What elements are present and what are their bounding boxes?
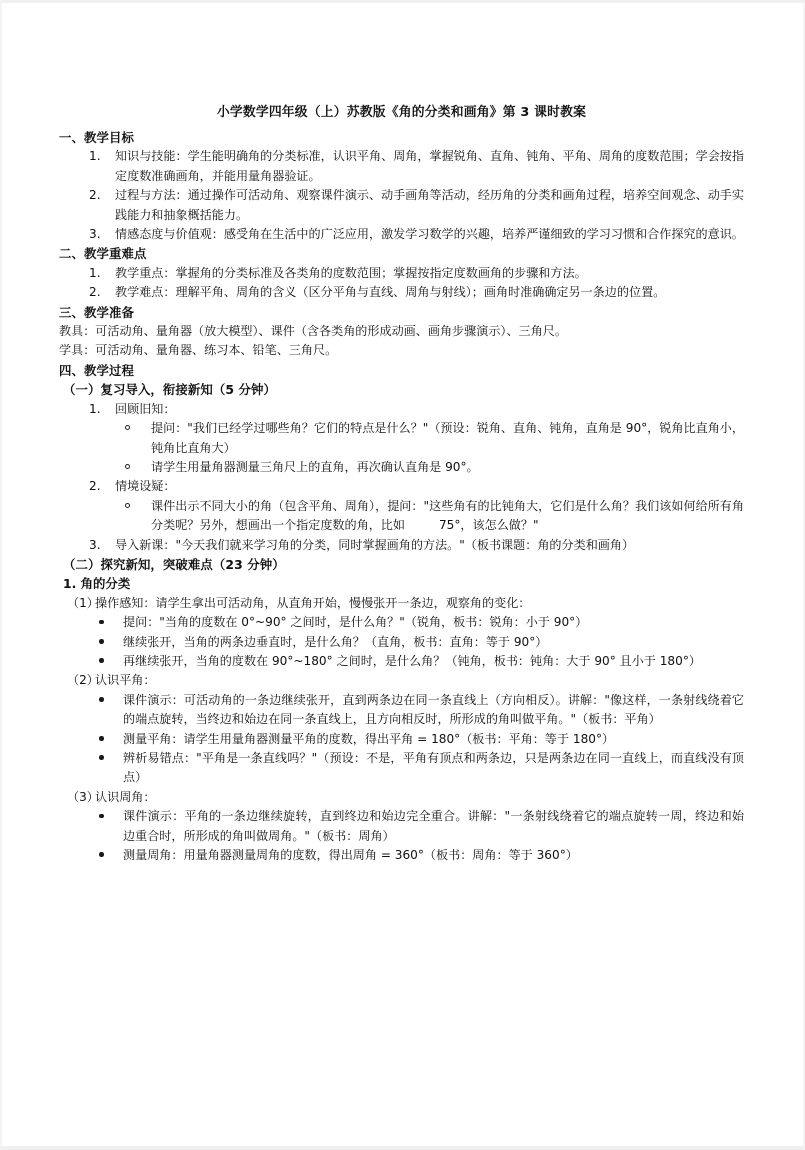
subsection-heading-review-intro: （一）复习导入，衔接新知（5 分钟） [63,382,276,398]
document-title: 小学数学四年级（上）苏教版《角的分类和画角》第 3 课时教案 [216,105,587,120]
list-item [59,283,744,302]
sub-list-item-text: 提问："我们已经学过哪些角？它们的特点是什么？"（预设：锐角、直角、钝角，直角是 90°，锐角比直角小，钝角比直角大） [151,421,744,455]
sub-list-item-text-part-a: 课件出示不同大小的角（包含平角、周角），提问："这些角有的比钝角大，它们是什么角？我们该如何给所有角分类呢？另外，想画出一个指定度数的角，比如 [151,498,744,533]
bullet-item [59,846,744,865]
group-item [59,671,744,690]
dot-bullet-icon [99,613,113,632]
list-item [59,400,744,419]
bullet-item [59,613,744,632]
list-item [59,147,744,186]
bullet-text: 提问："当角的度数在 0°~90° 之间时，是什么角？"（锐角，板书：锐角：小于 90°） [123,615,588,630]
section-heading-teaching-objectives: 一、教学目标 [59,130,134,145]
subsection-heading-explore-new: （二）探究新知，突破难点（23 分钟） [63,556,285,572]
group-title: 认识平角： [95,673,156,688]
dot-bullet-icon [99,691,113,710]
list-marker: 1. [89,401,101,416]
angle-degree-value: 75° [438,518,461,533]
topic-heading-angle-classification: 1. 角的分类 [63,576,131,592]
list-marker: 2. [89,285,101,300]
sub-list-item-text [151,497,744,536]
sub-list-item [59,419,744,458]
list-item-text: 过程与方法：通过操作可活动角、观察课件演示、动手画角等活动，经历角的分类和画角过程，培养空间观念、动手实践能力和抽象概括能力。 [115,188,744,222]
document-body [59,103,744,865]
list-marker: 1. [89,265,101,280]
list-item [59,264,744,283]
preparation-student-tools: 学具：可活动角、量角器、练习本、铅笔、三角尺。 [59,343,338,358]
group-marker: （1） [67,595,99,610]
bullet-text: 继续张开，当角的两条边垂直时，是什么角？（直角，板书：直角：等于 90°） [123,634,548,649]
list-item-text: 教学难点：理解平角、周角的含义（区分平角与直线、周角与射线）；画角时准确确定另一条边的位置。 [115,285,666,300]
circle-bullet-icon [125,458,141,477]
bullet-text: 测量周角：用量角器测量周角的度数，得出周角 = 360°（板书：周角：等于 360°） [123,848,578,863]
list-marker: 1. [89,149,101,164]
list-item [59,186,744,225]
sub-list-item-text-part-b: ，该怎么做？" [460,518,539,533]
list-item-text: 知识与技能：学生能明确角的分类标准，认识平角、周角，掌握锐角、直角、钝角、平角、周角的度数范围；学会按指定度数准确画角，并能用量角器验证。 [115,149,744,183]
bullet-item [59,691,744,730]
bullet-item [59,807,744,846]
section-heading-teaching-process: 四、教学过程 [59,362,134,378]
list-marker: 3. [89,537,101,552]
sub-list-item-text: 请学生用量角器测量三角尺上的直角，再次确认直角是 90°。 [151,459,479,474]
circle-bullet-icon [125,419,141,438]
group-marker: （2） [67,673,99,688]
circle-bullet-icon [125,497,141,516]
list-item-text: 导入新课："今天我们就来学习角的分类，同时掌握画角的方法。"（板书课题：角的分类和画角） [115,537,635,552]
dot-bullet-icon [99,807,113,826]
dot-bullet-icon [99,652,113,671]
bullet-item [59,730,744,749]
group-title: 操作感知：请学生拿出可活动角，从直角开始，慢慢张开一条边，观察角的变化： [95,595,531,610]
preparation-teacher-tools: 教具：可活动角、量角器（放大模型）、课件（含各类角的形成动画、画角步骤演示）、三角尺。 [59,324,567,339]
group-marker: （3） [67,789,99,804]
list-marker: 2. [89,188,101,203]
list-item-text: 回顾旧知： [115,401,176,416]
section-heading-key-difficulties: 二、教学重难点 [59,246,147,262]
bullet-item [59,633,744,652]
bullet-text: 再继续张开，当角的度数在 90°~180° 之间时，是什么角？（钝角，板书：钝角：大于 90° 且小于 180°） [123,653,701,668]
list-item [59,536,744,555]
bullet-text: 课件演示：平角的一条边继续旋转，直到终边和始边完全重合。讲解："一条射线绕着它的端点旋转一周，终边和始边重合时，所形成的角叫做周角。"（板书：周角） [123,809,744,843]
group-title: 认识周角： [95,789,156,804]
list-item-text: 教学重点：掌握角的分类标准及各类角的度数范围；掌握按指定度数画角的步骤和方法。 [115,265,587,280]
sub-list-item [59,458,744,477]
bullet-text: 测量平角：请学生用量角器测量平角的度数，得出平角 = 180°（板书：平角：等于 180°） [123,731,615,746]
list-item-text: 情感态度与价值观：感受角在生活中的广泛应用，激发学习数学的兴趣，培养严谨细致的学习习惯和合作探究的意识。 [115,227,744,242]
list-marker: 2. [89,479,101,494]
bullet-text: 课件演示：可活动角的一条边继续张开，直到两条边在同一条直线上（方向相反）。讲解："像这样，一条射线绕着它的端点旋转，当终边和始边在同一条直线上，且方向相反时，所形成的角叫做平角。"（板书：平角） [123,692,744,727]
list-item [59,225,744,244]
section-heading-preparation: 三、教学准备 [59,304,134,320]
group-item [59,594,744,613]
sub-list-item [59,497,744,536]
dot-bullet-icon [99,633,113,652]
dot-bullet-icon [99,730,113,749]
bullet-item [59,652,744,671]
dot-bullet-icon [99,749,113,768]
bullet-text: 辨析易错点："平角是一条直线吗？"（预设：不是，平角有顶点和两条边，只是两条边在同一直线上，而直线没有顶点） [123,751,744,785]
list-item-text: 情境设疑： [115,479,176,494]
list-item [59,477,744,496]
list-marker: 3. [89,227,101,242]
dot-bullet-icon [99,846,113,865]
bullet-item [59,749,744,788]
group-item [59,788,744,807]
